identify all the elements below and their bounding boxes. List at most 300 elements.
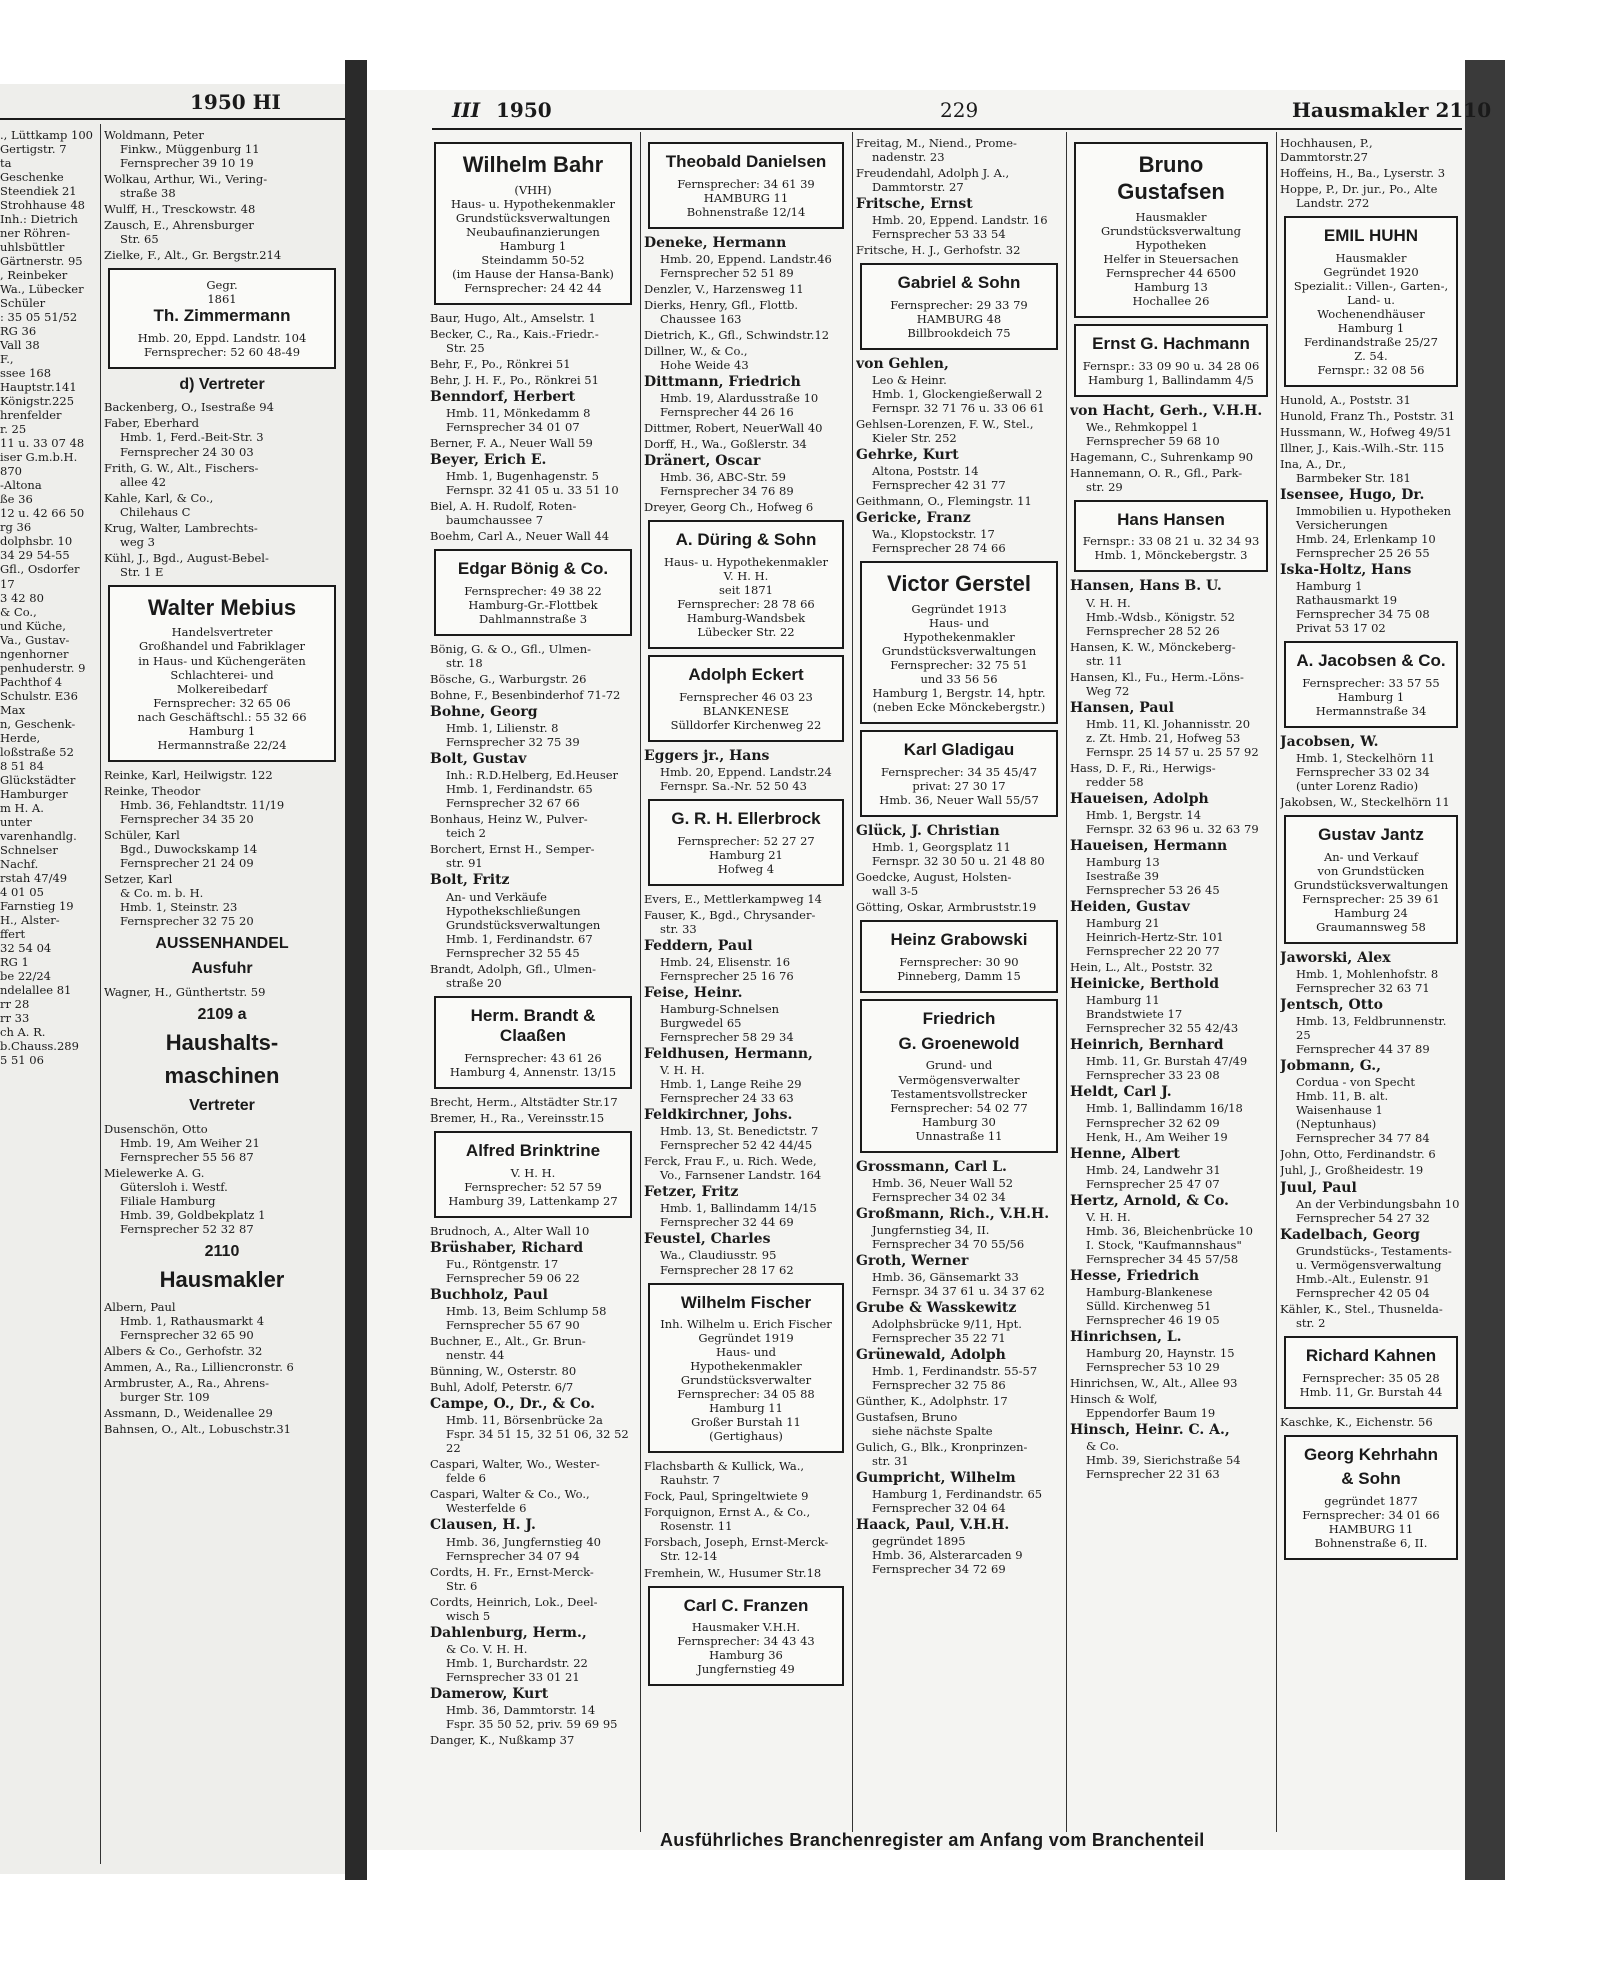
entry-detail: Fernsprecher 52 42 44/45 [660, 1138, 813, 1153]
huhn-ad [1284, 216, 1458, 387]
entry-name: Campe, O., Dr., & Co. [430, 1396, 595, 1413]
entry-detail: V. H. H. [1086, 1209, 1131, 1224]
directory-entry [1070, 791, 1272, 836]
entry-detail: Eppendorfer Baum 19 [1086, 1406, 1216, 1421]
entry-name: Henne, Albert [1070, 1145, 1180, 1162]
huhn-ad-name: EMIL HUHN [1323, 226, 1419, 246]
mebius-ad-city: Hamburg 1 [188, 723, 256, 738]
entry-name: Gehrke, Kurt [856, 447, 959, 464]
duering-ad [648, 520, 844, 649]
entry-name: Haueisen, Hermann [1070, 837, 1228, 854]
directory-entry [1070, 700, 1272, 759]
entry-name: Fetzer, Fritz [644, 1184, 739, 1201]
directory-entry [856, 166, 1062, 194]
directory-entry [644, 1505, 848, 1533]
entry-detail: Inh.: R.D.Helberg, Ed.Heuser [446, 768, 619, 783]
directory-entry [104, 128, 340, 170]
entry-name: Grossmann, Carl L. [856, 1158, 1007, 1175]
section-title: Haushalts- [165, 1030, 279, 1056]
entry-detail: (Neptunhaus) [1296, 1117, 1377, 1132]
entry-detail: Hmb. 11, Gr. Burstah 47/49 [1086, 1054, 1248, 1069]
fragment-line: Gfl., Osdorfer [0, 562, 80, 577]
entry-name: Bohne, F., Besenbinderhof 71-72 [430, 688, 621, 703]
brinktrine-ad-phone: Fernsprecher: 52 57 59 [464, 1179, 602, 1194]
entry-name: Heinrich, Bernhard [1070, 1037, 1224, 1054]
directory-entry [644, 1566, 848, 1580]
huhn-ad-l4: Land- u. Wochenendhäuser [1317, 292, 1425, 321]
kehrhahn-ad-l1: gegründet 1877 [1324, 1494, 1418, 1509]
entry-detail: Bgd., Duwockskamp 14 [120, 841, 258, 856]
gerstel-ad-l3: Hypothekenmakler [903, 630, 1015, 645]
directory-column-4 [1070, 136, 1272, 1826]
gustafsen-ad-city: Hamburg 13 [1134, 279, 1208, 294]
franzen-ad-city: Hamburg 36 [709, 1648, 783, 1663]
entry-detail: V. H. H. [1086, 595, 1131, 610]
entry-detail: Fernsprecher 34 72 69 [872, 1562, 1006, 1577]
entry-name: Denzler, V., Harzensweg 11 [644, 281, 804, 296]
groenewold-ad-l1: Grund- und [925, 1058, 993, 1073]
entry-name: Evers, E., Mettlerkampweg 14 [644, 891, 822, 906]
groenewold-ad-l2: Vermögensverwalter [898, 1072, 1020, 1087]
mebius-ad-l2: in Haus- und Küchengeräten [138, 653, 306, 668]
entry-detail: Fernsprecher 42 31 77 [872, 478, 1006, 493]
fragment-line: rstah 47/49 [0, 870, 68, 885]
entry-name: Jentsch, Otto [1280, 997, 1383, 1014]
entry-name: Großmann, Rich., V.H.H. [856, 1205, 1050, 1222]
entry-detail: Fernsprecher 34 45 57/58 [1086, 1251, 1239, 1266]
entry-detail: & Co. [1086, 1439, 1120, 1454]
entry-detail: Hamburg-Schnelsen [660, 1001, 780, 1016]
fragment-line: , Reinbeker [0, 268, 68, 283]
entry-name: Woldmann, Peter [104, 128, 204, 142]
entry-detail: Hmb. 36, Dammtorstr. 14 [446, 1702, 596, 1717]
brinktrine-ad [434, 1131, 632, 1218]
entry-name: Jacobsen, W. [1280, 734, 1379, 751]
directory-entry [430, 452, 636, 497]
fragment-line: und Küche, [0, 618, 66, 633]
directory-entry [1280, 950, 1462, 995]
directory-entry [104, 202, 340, 216]
groenewold-ad-phone: Fernsprecher: 54 02 77 [890, 1100, 1028, 1115]
directory-entry [1280, 1227, 1462, 1300]
gerstel-ad-l2: Haus- und [929, 616, 989, 631]
fragment-line: -Altona [0, 478, 42, 493]
entry-detail: Fernspr. 32 30 50 u. 21 48 80 [872, 854, 1045, 869]
entry-name: Iska-Holtz, Hans [1280, 562, 1412, 579]
gerstel-ad-name: Victor Gerstel [887, 571, 1031, 597]
entry-name: Dillner, W., & Co., [644, 343, 748, 358]
directory-entry [1280, 997, 1462, 1056]
entry-name: Jobmann, G., [1280, 1058, 1381, 1075]
entry-detail: Rosenstr. 11 [660, 1519, 733, 1534]
directory-entry [104, 461, 340, 489]
fragment-line: RG 36 [0, 324, 37, 339]
entry-detail: Fernspr. 34 37 61 u. 34 37 62 [872, 1283, 1045, 1298]
entry-name: Feustel, Charles [644, 1231, 771, 1248]
bahr-ad-name: Wilhelm Bahr [462, 152, 604, 177]
zimmermann-ad-addr: Hmb. 20, Eppd. Landstr. 104 [137, 330, 307, 345]
entry-name: Kähler, K., Stel., Thusnelda- [1280, 1301, 1443, 1316]
directory-entry [430, 688, 636, 702]
left-page-main-column [104, 128, 340, 1858]
directory-entry [1070, 403, 1272, 448]
entry-detail: Hmb. 36, Neuer Wall 52 [872, 1175, 1014, 1190]
franzen-ad-l1: Hausmaker V.H.H. [691, 1620, 801, 1635]
duering-ad-l3: seit 1871 [719, 583, 773, 598]
entry-name: Hinsch, Heinr. C. A., [1070, 1422, 1230, 1439]
gladigau-ad-priv: privat: 27 30 17 [912, 779, 1006, 794]
entry-detail: Hamburg 21 [1086, 916, 1160, 931]
entry-detail: Hmb. 36, Alsterarcaden 9 [872, 1548, 1023, 1563]
groenewold-ad-street: Unnastraße 11 [915, 1128, 1003, 1143]
huhn-ad-phone: Fernspr.: 32 08 56 [1317, 362, 1425, 377]
entry-name: Behr, F., Po., Rönkrei 51 [430, 357, 571, 371]
entry-detail: Dammtorstr. 27 [872, 180, 964, 195]
directory-entry [104, 551, 340, 579]
entry-name: Faber, Eberhard [104, 416, 199, 431]
directory-entry [1280, 441, 1462, 455]
directory-entry [1280, 425, 1462, 439]
entry-detail: Sülld. Kirchenweg 51 [1086, 1298, 1212, 1313]
entry-name: Juhl, J., Großheidestr. 19 [1280, 1163, 1424, 1178]
directory-entry [104, 872, 340, 928]
jacobsen-ad-phone: Fernsprecher: 33 57 55 [1302, 676, 1440, 691]
directory-entry [644, 748, 848, 793]
entry-name: Borchert, Ernst H., Semper- [430, 842, 595, 857]
directory-column-1 [430, 136, 636, 1826]
jacobsen-ad-name: A. Jacobsen & Co. [1296, 651, 1446, 671]
entry-name: Hansen, Kl., Fu., Herm.-Löns- [1070, 669, 1244, 684]
entry-detail: Fernsprecher 34 02 34 [872, 1189, 1006, 1204]
directory-entry [430, 311, 636, 325]
directory-entry [104, 784, 340, 826]
entry-detail: Fernsprecher 22 20 77 [1086, 944, 1220, 959]
fragment-line: n, Geschenk- [0, 716, 76, 731]
entry-name: Assmann, D., Weidenallee 29 [104, 1406, 273, 1421]
bahr-ad-l6: Steindamm 50-52 [481, 252, 585, 267]
entry-name: Bohne, Georg [430, 704, 538, 721]
directory-entry [1070, 670, 1272, 698]
fragment-line: Max [0, 702, 26, 717]
directory-entry [1280, 1302, 1462, 1330]
gustafsen-ad-street: Hochallee 26 [1132, 293, 1210, 308]
directory-entry [1280, 1058, 1462, 1145]
jantz-ad-city: Hamburg 24 [1334, 906, 1408, 921]
fragment-line: ndelallee 81 [0, 982, 72, 997]
entry-detail: Hmb. 20, Eppend. Landstr. 16 [872, 213, 1048, 228]
directory-entry [104, 1300, 340, 1342]
entry-name: von Gehlen, [856, 355, 949, 372]
entry-detail: Cordua - von Specht [1296, 1075, 1416, 1090]
entry-line: Wagner, H., Günthertstr. 59 [104, 984, 266, 999]
bahr-ad-phone: Fernsprecher: 24 42 44 [464, 280, 602, 295]
directory-entry [1280, 734, 1462, 793]
fischer-ad-street: Großer Burstah 11 [691, 1415, 801, 1430]
entry-detail: Hmb. 36, ABC-Str. 59 [660, 470, 786, 485]
entry-detail: Hmb. 13, Beim Schlump 58 [446, 1304, 607, 1319]
entry-detail: Gütersloh i. Westf. [120, 1179, 228, 1194]
fragment-line: Gertigstr. 7 [0, 142, 67, 157]
directory-entry [1070, 640, 1272, 668]
entry-detail: Fernsprecher 25 47 07 [1086, 1176, 1220, 1191]
kehrhahn-ad [1284, 1435, 1458, 1561]
fragment-line: loßstraße 52 [0, 744, 74, 759]
entry-detail: Hmb. 1, Steckelhörn 11 [1296, 751, 1435, 766]
zimmermann-ad-phone: Fernsprecher: 52 60 48-49 [143, 344, 301, 359]
brandt-ad-name: Herm. Brandt & Claaßen [470, 1005, 596, 1046]
directory-column-3 [856, 136, 1062, 1826]
directory-entry [430, 1224, 636, 1238]
bahr-ad-l3: Grundstücksverwaltungen [455, 210, 611, 225]
entry-detail: Fernsprecher 32 75 86 [872, 1378, 1006, 1393]
entry-detail: str. 29 [1086, 479, 1123, 494]
entry-detail: Henk, H., Am Weiher 19 [1086, 1129, 1228, 1144]
directory-entry [430, 842, 636, 870]
bahr-ad-l7: (im Hause der Hansa-Bank) [452, 266, 614, 281]
directory-entry [430, 1487, 636, 1515]
fragment-line: dolphsbr. 10 [0, 534, 73, 549]
fragment-line: penhuderstr. 9 [0, 660, 86, 675]
mebius-ad [108, 585, 336, 762]
book-gutter [345, 60, 367, 1880]
entry-detail: Hmb. 1, Lange Reihe 29 [660, 1077, 802, 1092]
entry-detail: Fernsprecher 28 17 62 [660, 1262, 794, 1277]
huhn-ad-l3: Spezialit.: Villen-, Garten-, [1293, 278, 1449, 293]
entry-detail: Hmb. 13, Feldbrunnenstr. 25 [1296, 1014, 1447, 1043]
entry-detail: Hamburg 11 [1086, 993, 1160, 1008]
bahr-ad-l5: Hamburg 1 [499, 238, 567, 253]
fragment-line: ta [0, 156, 12, 171]
hachmann-ad [1074, 324, 1268, 397]
directory-entry [430, 812, 636, 840]
gladigau-ad-name: Karl Gladigau [903, 740, 1015, 760]
entry-name: Goedcke, August, Holsten- [856, 870, 1012, 885]
fischer-ad [648, 1283, 844, 1454]
entry-detail: felde 6 [446, 1471, 486, 1486]
jantz-ad-phone: Fernsprecher: 25 39 61 [1302, 892, 1440, 907]
hansen-ad-addr: Hmb. 1, Mönckebergstr. 3 [1094, 548, 1248, 563]
entry-detail: Fernsprecher 25 26 55 [1296, 546, 1430, 561]
entry-detail: Hmb. 20, Eppend. Landstr.24 [660, 764, 832, 779]
entry-detail: Hmb. 1, Ferd.-Beit-Str. 3 [120, 430, 264, 445]
directory-entry [1070, 1392, 1272, 1420]
entry-detail: Chilehaus C [120, 504, 191, 519]
entry-detail: Fu., Röntgenstr. 17 [446, 1257, 559, 1272]
directory-entry [644, 437, 848, 451]
directory-entry [1070, 450, 1272, 464]
fragment-line: Hauptstr.141 [0, 380, 77, 395]
kehrhahn-ad-name2: & Sohn [1341, 1469, 1401, 1489]
directory-column-2 [644, 136, 848, 1826]
directory-entry [644, 421, 848, 435]
directory-entry [104, 491, 340, 519]
entry-name: Hansen, K. W., Mönckeberg- [1070, 639, 1236, 654]
directory-entry [644, 328, 848, 342]
entry-detail: Fernsprecher 32 62 09 [1086, 1115, 1220, 1130]
ellerbrock-ad [648, 799, 844, 886]
boenig-ad-l2: Dahlmannstraße 3 [478, 612, 588, 627]
gladigau-ad-addr: Hmb. 36, Neuer Wall 55/57 [879, 793, 1039, 808]
directory-entry [430, 962, 636, 990]
directory-entry [1280, 166, 1462, 180]
brinktrine-ad-name: Alfred Brinktrine [465, 1141, 601, 1161]
entry-name: Berner, F. A., Neuer Wall 59 [430, 436, 593, 451]
entry-name: Boehm, Carl A., Neuer Wall 44 [430, 529, 610, 544]
fragment-line: Inh.: Dietrich [0, 212, 78, 227]
zimmermann-ad-name: Th. Zimmermann [153, 306, 291, 326]
page-number: 229 [940, 98, 979, 122]
entry-name: Dahlenburg, Herm., [430, 1624, 587, 1641]
groenewold-ad [860, 999, 1058, 1153]
bahr-ad [434, 142, 632, 305]
gerstel-ad-phone: Fernsprecher: 32 75 51 [890, 658, 1028, 673]
entry-detail: Fernsprecher 32 63 71 [1296, 981, 1430, 996]
entry-detail: Fernsprecher 34 70 55/56 [872, 1236, 1025, 1251]
entry-name: Hoffeins, H., Ba., Lyserstr. 3 [1280, 166, 1446, 181]
directory-entry [1070, 466, 1272, 494]
entry-name: Isensee, Hugo, Dr. [1280, 487, 1425, 504]
directory-entry [430, 704, 636, 749]
entry-detail: Filiale Hamburg [120, 1193, 216, 1208]
entry-name: Benndorf, Herbert [430, 389, 576, 406]
eckert-ad-phone: Fernsprecher 46 03 23 [679, 689, 813, 704]
directory-entry [1280, 795, 1462, 809]
entry-name: Dusenschön, Otto [104, 1121, 208, 1136]
entry-name: Mielewerke A. G. [104, 1165, 205, 1180]
brandt-ad-phone: Fernsprecher: 43 61 26 [464, 1051, 602, 1066]
directory-entry [104, 172, 340, 200]
directory-entry [104, 416, 340, 458]
entry-detail: Hmb. 1, Steinstr. 23 [120, 899, 238, 914]
gustafsen-ad [1074, 142, 1268, 318]
duering-ad-l2: V. H. H. [723, 569, 769, 583]
bahr-ad-l4: Neubaufinanzierungen [466, 224, 600, 239]
entry-name: Heinicke, Berthold [1070, 976, 1220, 993]
boenig-ad-name: Edgar Bönig & Co. [457, 559, 609, 579]
directory-entry [430, 327, 636, 355]
entry-detail: Fernsprecher 54 27 32 [1296, 1210, 1430, 1225]
directory-entry [1070, 838, 1272, 897]
directory-entry [856, 196, 1062, 241]
entry-detail: Hmb. 1, Ballindamm 16/18 [1086, 1101, 1243, 1116]
entry-name: John, Otto, Ferdinandstr. 6 [1280, 1147, 1436, 1162]
entry-detail: Heinrich-Hertz-Str. 101 [1086, 930, 1224, 945]
entry-detail: Weg 72 [1086, 683, 1130, 698]
entry-name: Forsbach, Joseph, Ernst-Merck- [644, 1535, 829, 1550]
book-edge [1465, 60, 1505, 1880]
fragment-line: rg 36 [0, 520, 32, 535]
directory-entry [1280, 562, 1462, 635]
bahr-ad-l2: Haus- u. Hypothekenmakler [451, 196, 615, 211]
entry-detail: Hmb. 1, Ballindamm 14/15 [660, 1201, 817, 1216]
entry-detail: Wa., Klopstockstr. 17 [872, 527, 995, 542]
directory-entry [1280, 457, 1462, 485]
entry-name: Fritsche, H. J., Gerhofstr. 32 [856, 243, 1021, 258]
danielsen-ad-street: Bohnenstraße 12/14 [686, 204, 806, 219]
fragment-line: ffert [0, 926, 26, 941]
directory-entry [856, 1410, 1062, 1438]
entry-detail: Hmb. 11, Kl. Johannisstr. 20 [1086, 716, 1251, 731]
entry-name: Bolt, Gustav [430, 751, 527, 768]
entry-detail: Leo & Heinr. [872, 373, 947, 388]
entry-name: Feddern, Paul [644, 937, 753, 954]
gustafsen-ad-l4: Helfer in Steuersachen [1103, 251, 1239, 266]
directory-entry [430, 1240, 636, 1285]
entry-detail: Fernsprecher 58 29 34 [660, 1030, 794, 1045]
directory-entry [644, 235, 848, 280]
entry-name: Clausen, H. J. [430, 1517, 536, 1534]
gustafsen-ad-phone: Fernsprecher 44 6500 [1106, 265, 1236, 280]
entry-detail: Landstr. 272 [1296, 196, 1370, 211]
mebius-ad-phone2: nach Geschäftschl.: 55 32 66 [137, 709, 307, 724]
mebius-ad-sub: Handelsvertreter [171, 625, 273, 640]
fragment-line: ch A. R. [0, 1025, 46, 1039]
entry-name: Bremer, H., Ra., Vereinsstr.15 [430, 1111, 605, 1126]
entry-name: Gehlsen-Lorenzen, F. W., Stel., [856, 417, 1034, 432]
entry-name: Fock, Paul, Springeltwiete 9 [644, 1489, 809, 1504]
entry-detail: Fernspr. 25 14 57 u. 25 57 92 [1086, 744, 1259, 759]
entry-name: Hansen, Hans B. U. [1070, 578, 1222, 595]
entry-detail: Fernsprecher 28 52 26 [1086, 623, 1220, 638]
directory-entry [1070, 1037, 1272, 1082]
column-rule [640, 132, 641, 1832]
directory-entry [430, 1733, 636, 1747]
entry-detail: Fernsprecher 35 22 71 [872, 1331, 1006, 1345]
gustafsen-ad-name: Bruno Gustafsen [1117, 152, 1225, 204]
zimmermann-ad [108, 268, 336, 369]
entry-detail: Fernsprecher 25 16 76 [660, 968, 794, 983]
directory-entry [430, 357, 636, 371]
directory-entry [644, 1184, 848, 1229]
entry-detail: Brandstwiete 17 [1086, 1007, 1183, 1022]
section-number: 2109 a [197, 1005, 247, 1023]
entry-name: Wolkau, Arthur, Wi., Vering- [104, 172, 268, 187]
directory-entry [1280, 409, 1462, 423]
directory-entry [856, 356, 1062, 415]
entry-name: Brecht, Herm., Altstädter Str.17 [430, 1095, 618, 1110]
fragment-line: rr 33 [0, 1010, 30, 1025]
fragment-line: Herde, [0, 730, 41, 745]
entry-name: Armbruster, A., Ra., Ahrens- [104, 1376, 270, 1391]
kahnen-ad-phone: Fernsprecher: 35 05 28 [1302, 1370, 1440, 1385]
entry-name: Hinsch & Wolf, [1070, 1392, 1158, 1407]
danielsen-ad-name: Theobald Danielsen [665, 152, 827, 171]
entry-name: Geithmann, O., Flemingstr. 11 [856, 494, 1032, 509]
franzen-ad [648, 1586, 844, 1687]
entry-name: Dränert, Oscar [644, 453, 761, 470]
entry-detail: I. Stock, "Kaufmannshaus" [1086, 1237, 1242, 1252]
entry-detail: allee 42 [120, 474, 167, 489]
entry-name: Albern, Paul [104, 1299, 176, 1314]
hachmann-ad-name: Ernst G. Hachmann [1092, 333, 1250, 353]
entry-detail: Fernsprecher 55 56 87 [120, 1149, 254, 1164]
directory-entry [856, 1470, 1062, 1515]
entry-detail: Wa., Claudiusstr. 95 [660, 1248, 777, 1263]
entry-name: Zausch, E., Ahrensburger [104, 218, 254, 233]
fragment-line: F., [0, 352, 14, 367]
entry-detail: u. Vermögensverwaltung [1296, 1257, 1442, 1272]
entry-name: Hussmann, W., Hofweg 49/51 [1280, 424, 1452, 439]
entry-detail: Hypothekschließungen [446, 903, 581, 918]
entry-name: Beyer, Erich E. [430, 452, 547, 469]
franzen-ad-name: Carl C. Franzen [683, 1595, 809, 1615]
directory-entry [1280, 487, 1462, 560]
fischer-ad-l3: Haus- und [716, 1345, 776, 1360]
entry-name: Kühl, J., Bgd., August-Bebel- [104, 550, 269, 565]
header-roman: III [452, 98, 481, 122]
fragment-line: be 22/24 [0, 968, 51, 983]
fragment-line: hrenfelder [0, 408, 62, 423]
